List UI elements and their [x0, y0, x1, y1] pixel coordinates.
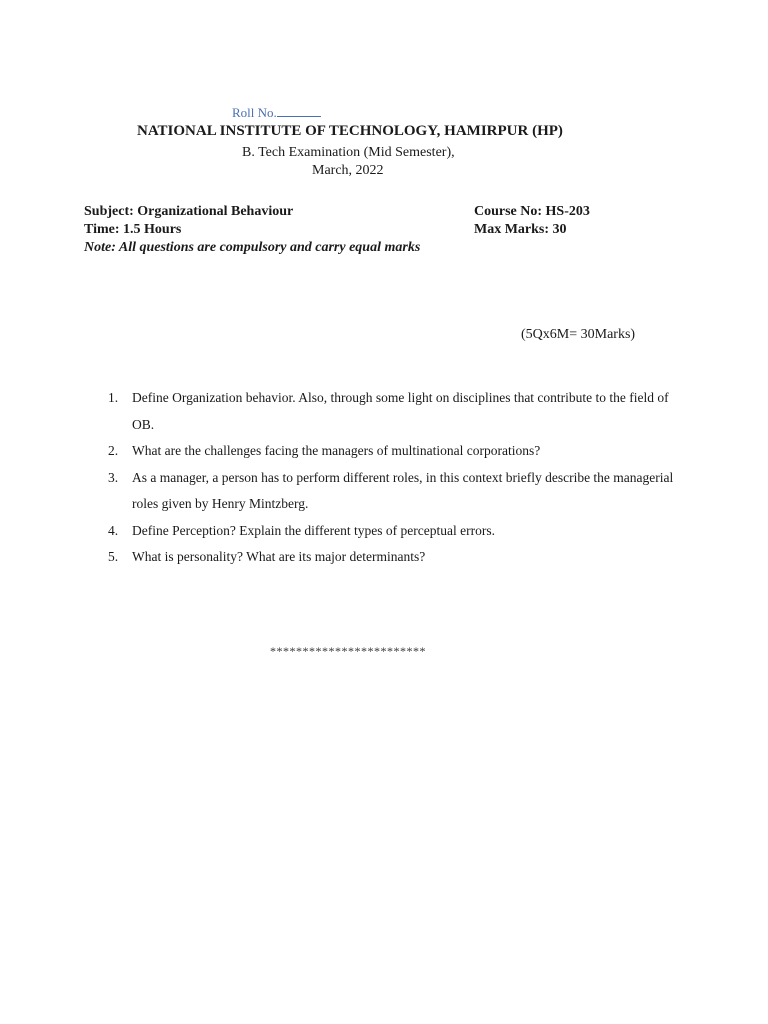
subject: Subject: Organizational Behaviour: [84, 204, 294, 219]
meta-left-block: [84, 203, 293, 239]
roll-number-field: [232, 105, 321, 121]
question-list: [108, 385, 688, 571]
roll-number-blank: [277, 106, 321, 117]
question-number: 3.: [108, 469, 119, 485]
exam-note: Note: All questions are compulsory and carry equal marks: [84, 240, 421, 255]
question-number: 1.: [108, 390, 119, 405]
duration: Time: 1.5 Hours: [84, 222, 182, 237]
institute-title: NATIONAL INSTITUTE OF TECHNOLOGY, HAMIRPUR (HP): [137, 123, 563, 139]
question-item: [108, 465, 688, 518]
question-text: Define Perception? Explain the different types of perceptual errors.: [132, 522, 495, 538]
max-marks: Max Marks: 30: [474, 222, 567, 237]
course-number: Course No: HS-203: [474, 204, 590, 219]
meta-right-block: [474, 203, 590, 239]
exam-name: B. Tech Examination (Mid Semester),: [242, 145, 455, 160]
question-text: As a manager, a person has to perform different roles, in this context briefly describe the managerial roles given by Henry Mintzberg.: [132, 469, 674, 511]
question-item: [108, 385, 688, 438]
exam-date: March, 2022: [312, 163, 384, 178]
question-number: 5.: [108, 549, 119, 564]
marks-allocation: (5Qx6M= 30Marks): [521, 327, 636, 342]
roll-number-label: Roll No.: [232, 105, 277, 120]
question-item: [108, 518, 688, 545]
question-text: What are the challenges facing the managers of multinational corporations?: [132, 443, 541, 458]
question-number: 2.: [108, 443, 119, 458]
question-number: 4.: [108, 522, 119, 538]
question-text: What is personality? What are its major determinants?: [132, 549, 426, 564]
question-item: [108, 438, 688, 465]
end-marker: ************************: [270, 644, 426, 658]
question-text: Define Organization behavior. Also, through some light on disciplines that contribute to the field of OB.: [132, 390, 669, 432]
question-item: [108, 544, 688, 571]
